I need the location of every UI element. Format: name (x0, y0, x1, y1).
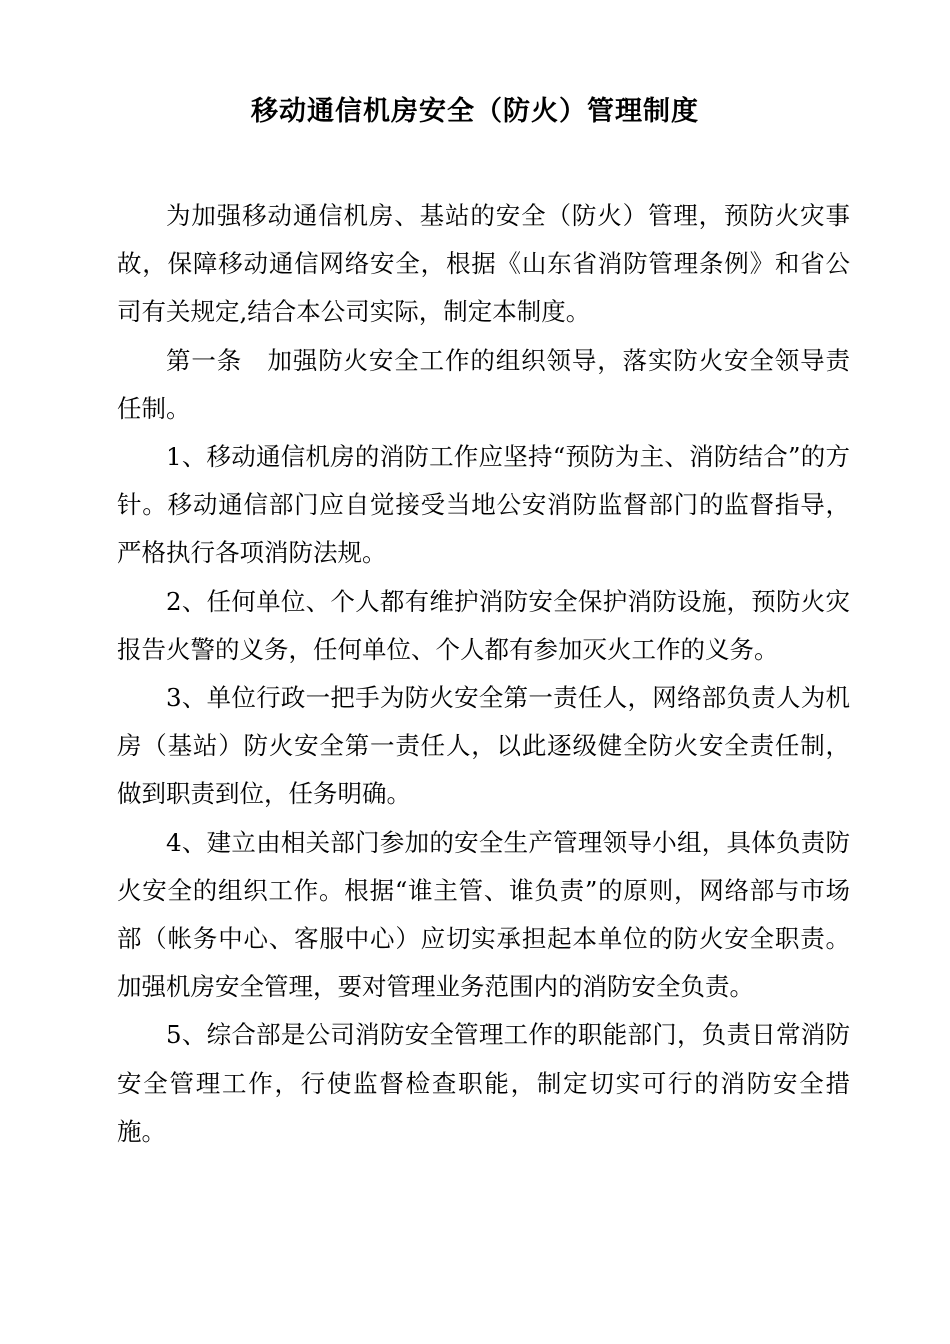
paragraph-intro: 为加强移动通信机房、基站的安全（防火）管理，预防火灾事故，保障移动通信网络安全，根据《山东省消防管理条例》和省公司有关规定,结合本公司实际，制定本制度。 (117, 201, 850, 327)
document-title: 移动通信机房安全（防火）管理制度 (251, 96, 699, 127)
paragraph-item-2: 2、任何单位、个人都有维护消防安全保护消防设施，预防火灾报告火警的义务，任何单位、个人都有参加灭火工作的义务。 (117, 586, 850, 664)
document-body (117, 192, 850, 1156)
paragraph-item-4: 4、建立由相关部门参加的安全生产管理领导小组，具体负责防火安全的组织工作。根据“谁主管、谁负责”的原则，网络部与市场部（帐务中心、客服中心）应切实承担起本单位的防火安全职责。加强机房安全管理，要对管理业务范围内的消防安全负责。 (117, 827, 850, 1002)
paragraph-item-3: 3、单位行政一把手为防火安全第一责任人，网络部负责人为机房（基站）防火安全第一责任人，以此逐级健全防火安全责任制，做到职责到位，任务明确。 (117, 683, 850, 809)
paragraph-article-1: 第一条 加强防火安全工作的组织领导，落实防火安全领导责任制。 (117, 345, 850, 423)
paragraph-item-5: 5、综合部是公司消防安全管理工作的职能部门，负责日常消防安全管理工作，行使监督检查职能，制定切实可行的消防安全措施。 (117, 1020, 850, 1146)
paragraph-item-1: 1、移动通信机房的消防工作应坚持“预防为主、消防结合”的方针。移动通信部门应自觉接受当地公安消防监督部门的监督指导，严格执行各项消防法规。 (117, 442, 850, 568)
